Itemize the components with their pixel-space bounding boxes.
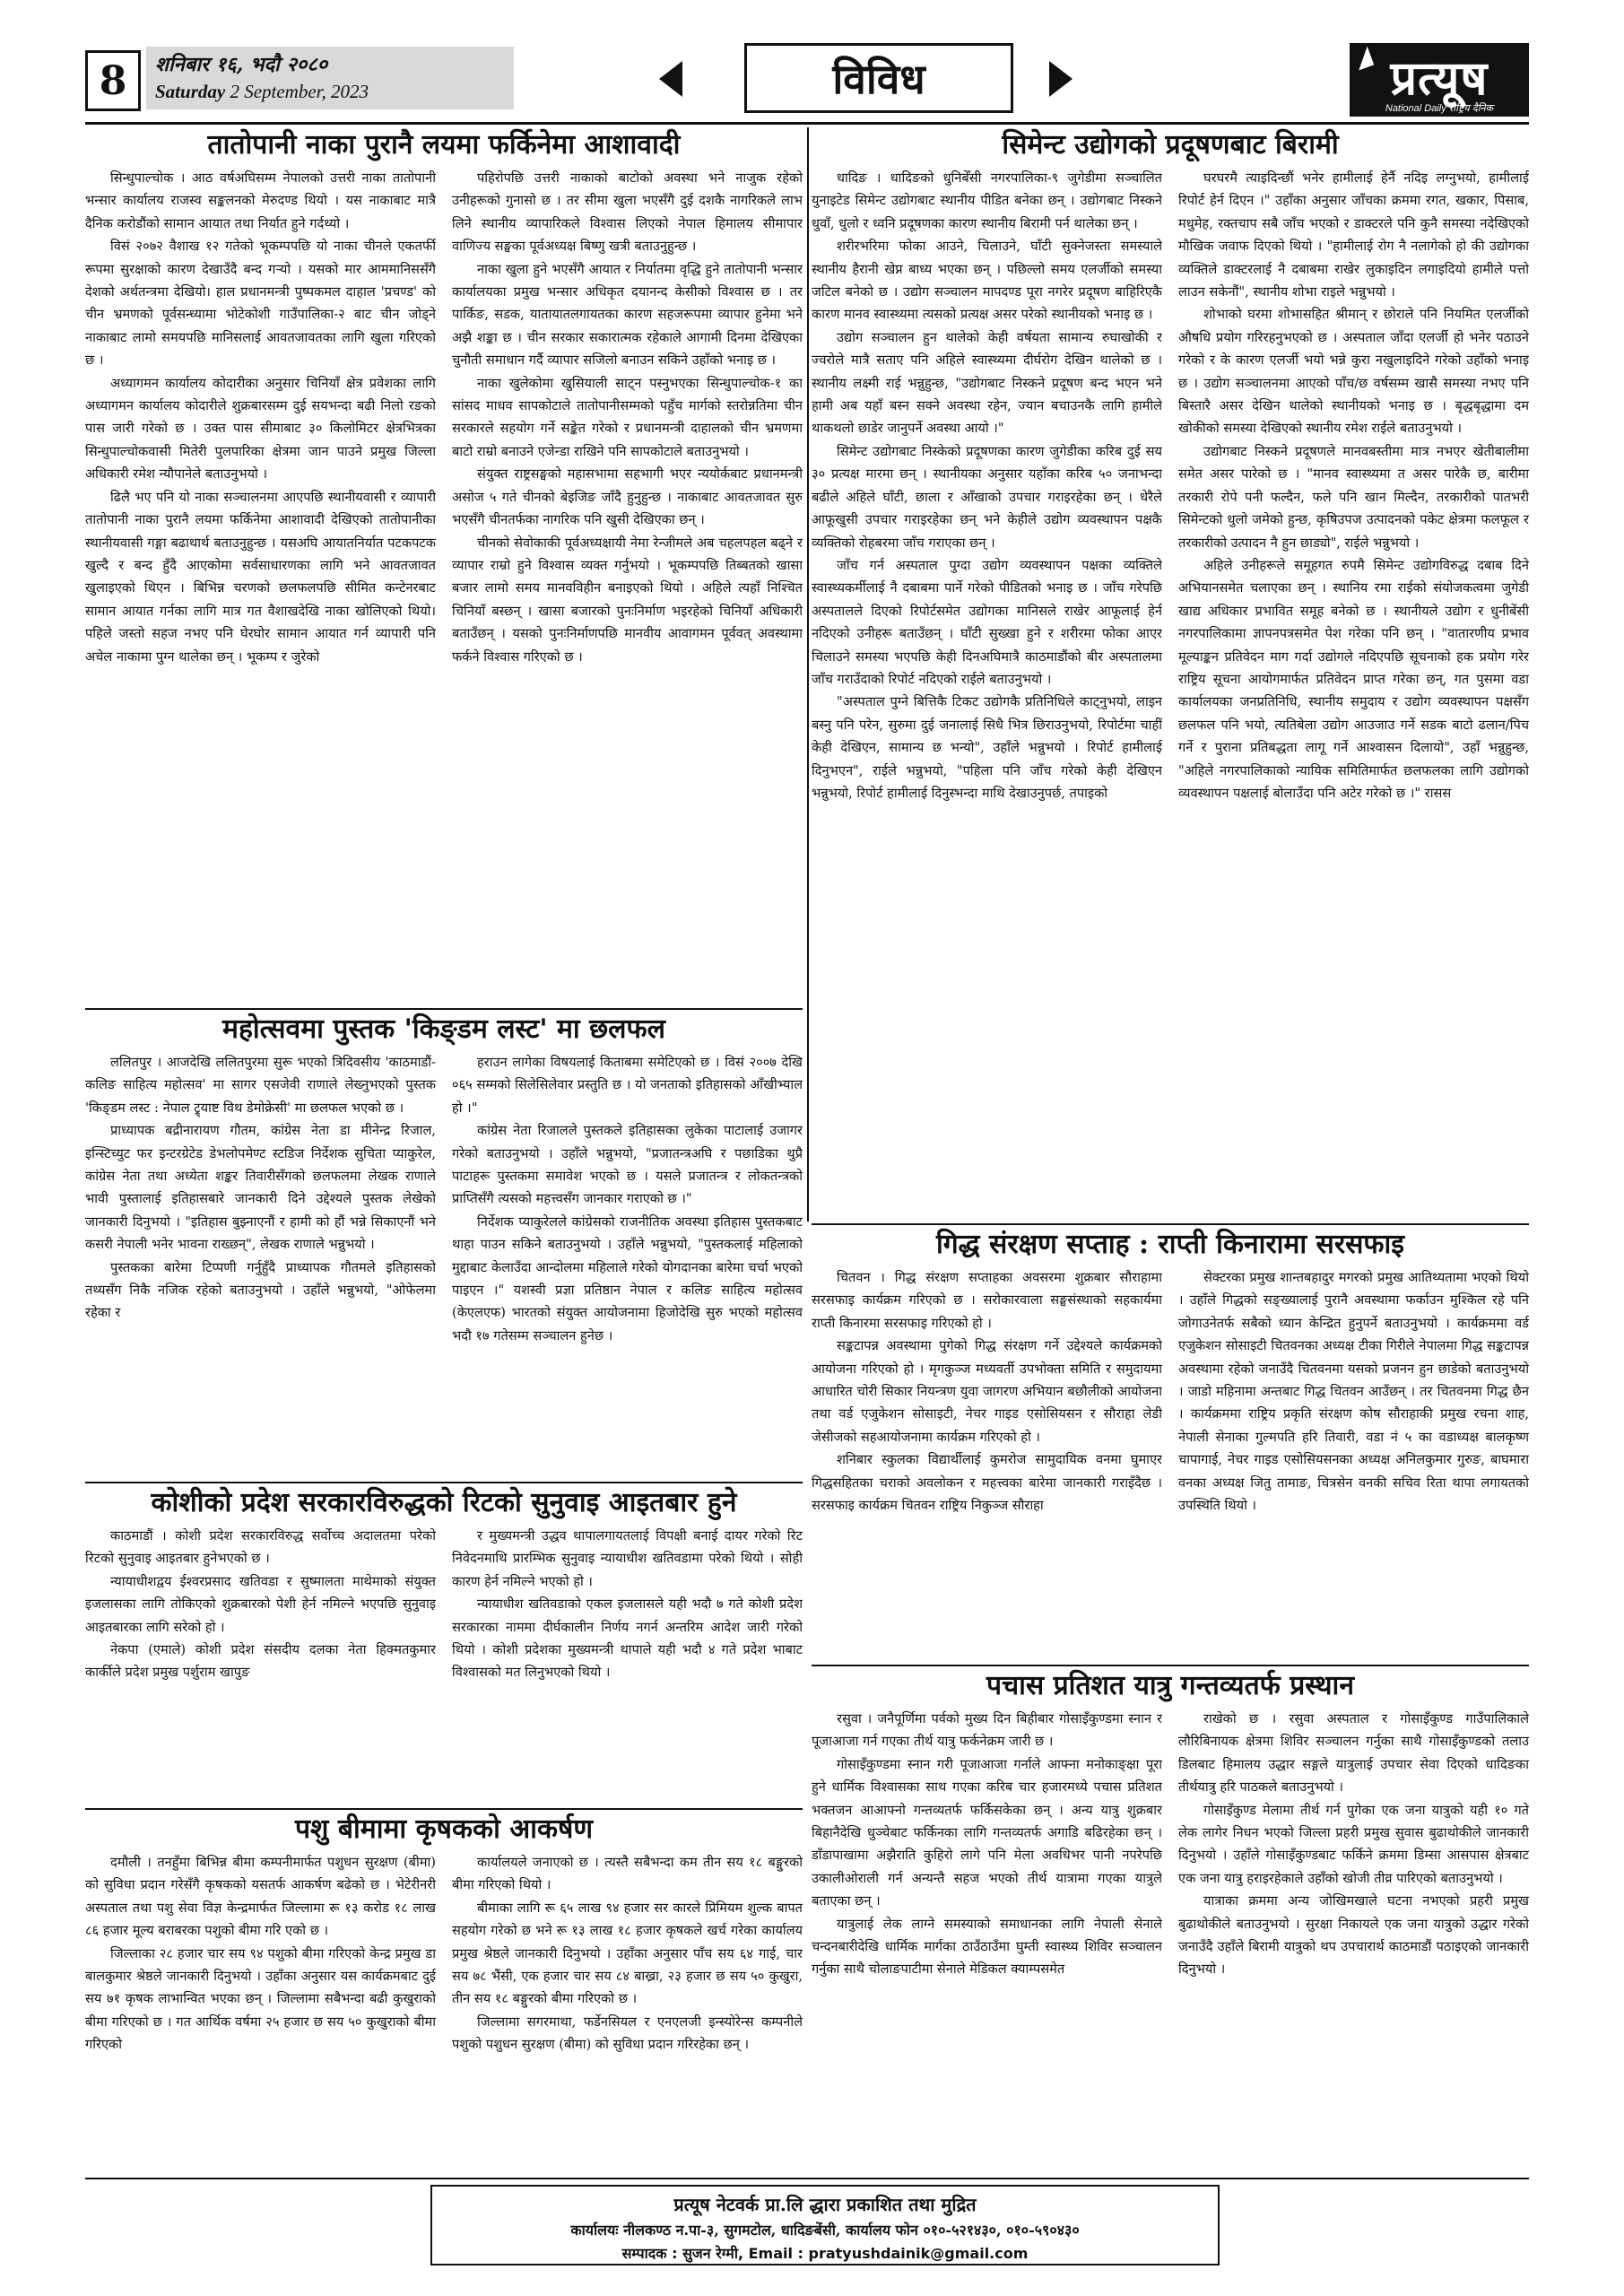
- article-paragraph: नाका खुलेकोमा खुसियाली साट्न पस्नुभएका सिन्धुपाल्चोक-१ का सांसद माधव सापकोटाले तातोपानीसम्मको पहुँच मार्गको स्तरोन्नतिमा चीन सरकारले सहयोग गर्ने सङ्केत गरेको र प्रधानमन्त्री दाहालको चीन भ्रमणमा बाटो राम्रो बनाउने एजेन्डा राखिने पनि सापकोटाले बताउनुभयो ।: [452, 375, 803, 459]
- article-paragraph: यात्रुलाई लेक लाग्ने समस्याको समाधानका लागि नेपाली सेनाले चन्दनबारीदेखि धार्मिक मार्गका ठाउँठाउँमा घुम्ती स्वास्थ्य शिविर सञ्चालन गर्नुका साथै चोलाङपाटीमा सेनाले मेडिकल क्याम्पसमेत: [812, 1916, 1162, 1978]
- article-column: [452, 1851, 803, 2170]
- article-paragraph: पुस्तकका बारेमा टिप्पणी गर्नुहुँदै प्राध्यापक गौतमले इतिहासको तथ्यसँग निकै नजिक रहेको बताउनुभयो । उहाँले भन्नुभयो, "ओफेलमा रहेका र: [85, 1259, 436, 1321]
- page-number: 8: [85, 50, 141, 111]
- date-nepali: शनिबार १६, भदौ २०८०: [155, 53, 328, 76]
- article-column: [452, 167, 803, 1001]
- article-paragraph: कांग्रेस नेता रिजालले पुस्तकले इतिहासका लुकेका पाटालाई उजागर गरेको बताउनुभयो । उहाँले भन्नुभयो, "प्रजातन्त्रअघि र पछाडिका थुप्रै पाटाहरू पुस्तकमा समावेश भएको छ । यसले प्रजातन्त्र र लोकतन्त्रको प्राप्तिसँगै त्यसको महत्त्वसँग जानकार गराएको छ ।": [452, 1123, 803, 1207]
- date-english-rest: 2 September, 2023: [230, 81, 369, 102]
- article-paragraph: अहिले उनीहरूले समूहगत रुपमै सिमेन्ट उद्योगविरुद्ध दबाब दिने अभियानसमेत चलाएका छन् । स्थानिय रमा राईको संयोजकत्वमा जुगेडी खाद्य अधिकार प्रभावित समूह बनेको छ । स्थानीयले उद्योग र धुनीबेंसी नगरपालिकामा ज्ञापनपत्रसमेत पेश गरेका पनि छन् । "वातारणीय प्रभाव मूल्याङ्कन प्रतिवेदन माग गर्दा उद्योगले नदिएपछि सूचनाको हक प्रयोग गरेर राष्ट्रिय सूचना आयोगमार्फत प्रतिवेदन प्राप्त गरेका छन्, गत पुसमा वडा कार्यालयका जनप्रतिनिधि, स्थानीय समुदाय र उद्योग व्यवस्थापन पक्षसँग छलफल पनि भयो, त्यतिबेला उद्योग आउजाउ गर्ने सडक बाटो ढलान/पिच गर्ने र पुराना प्रतिबद्धता लागू गर्ने आश्वासन दिलायो", उहाँ भन्नुहुन्छ, "अहिले नगरपालिकाको न्यायिक समितिमार्फत छलफलका लागि उद्योगको व्यवस्थापन पक्षलाई बोलाउँदा पनि अटेर गरेको छ ।" रासस: [1178, 557, 1529, 801]
- article-paragraph: नेकपा (एमाले) कोशी प्रदेश संसदीय दलका नेता हिक्मतकुमार कार्कीले प्रदेश प्रमुख पर्शुराम खापुङ: [85, 1642, 436, 1681]
- article-paragraph: जाँच गर्न अस्पताल पुग्दा उद्योग व्यवस्थापन पक्षका व्यक्तिले स्वास्थ्यकर्मीलाई नै दबाबमा पार्ने गरेको पीडितको भनाइ छ । जाँच गरेपछि अस्पतालले दिएको रिपोर्टसमेत उद्योगका मानिसले राखेर आफूलाई हेर्न नदिएको उनीहरू बताउँछन् । घाँटी सुख्खा हुने र शरीरमा फोका आएर चिलाउने समस्या भएपछि केही दिनअघिमात्रै काठमाडौंको बीर अस्पतालमा जाँच गराउँदाको रिपोर्ट नदिएको राईले बताउनुभयो ।: [812, 557, 1162, 687]
- article-column: [1178, 1266, 1529, 1657]
- headline: कोशीको प्रदेश सरकारविरुद्धको रिटको सुनुवाइ आइतबार हुने: [151, 1487, 737, 1518]
- article-paragraph: ललितपुर । आजदेखि ललितपुरमा सुरू भएको त्रिदिवसीय 'काठमाडौं-कलिङ साहित्य महोत्सव' मा सागर एसजेवी राणाले लेख्नुभएको पुस्तक 'किङ्डम लस्ट : नेपाल ट्र्याष्ट विथ डेमोक्रेसी' मा छलफल भएको छ ।: [85, 1055, 436, 1116]
- article-paragraph: चितवन । गिद्ध संरक्षण सप्ताहका अवसरमा शुक्रबार सौराहामा सरसफाइ कार्यक्रम गरिएको छ । सरोकारवाला सङ्घसंस्थाको सहकार्यमा राप्ती किनारमा सरसफाइ गरिएको हो ।: [812, 1270, 1162, 1331]
- article-paragraph: यात्राका क्रममा अन्य जोखिमखाले घटना नभएको प्रहरी प्रमुख बुढाथोकीले बताउनुभयो । सुरक्षा निकायले एक जना यात्रुको उद्धार गरेको जनाउँदै उहाँले बिरामी यात्रुको थप उपचारार्थ काठमाडौं पठाइएको जानकारी दिनुभयो ।: [1178, 1893, 1529, 1978]
- article-paragraph: सेक्टरका प्रमुख शान्तबहादुर मगरको प्रमुख आतिथ्यतामा भएको थियो । उहाँले गिद्धको सङ्ख्यालाई पुरानै अवस्थामा फर्काउन मुश्किल रहे पनि जोगाउनेतर्फ सबैको ध्यान केन्द्रित हुनुपर्ने बताउनुभयो । कार्यक्रममा वर्ड एजुकेशन सोसाइटी चितवनका अध्यक्ष टीका गिरीले नेपालमा गिद्ध सङ्कटापन्न अवस्थामा रहेको जनाउँदै चितवनमा यसको प्रजनन हुन छाडेको बताउनुभयो । जाडो महिनामा अन्तबाट गिद्ध चितवन आउँछन् । तर चितवनमा गिद्ध छैन । कार्यक्रममा राष्ट्रिय प्रकृति संरक्षण कोष सौराहाकी प्रमुख रचना शाह, नेपाली सेनाका गुल्मपति हरि तिवारी, वडा नं ५ का वडाध्यक्ष बालकृष्ण चापागाई, नेचर गाइड एसोसियसनका अध्यक्ष अनिलकुमार गुरुङ, बाघमारा वनका अध्यक्ष जितु तामाङ, चित्रसेन वनकी सचिव रिता थापा लगायतको उपस्थिति थियो ।: [1178, 1270, 1529, 1514]
- article-paragraph: घरघरमै त्याइदिन्छौं भनेर हामीलाई हेर्नै नदिइ लग्नुभयो, हामीलाई रिपोर्ट हेर्न दिएन ।" उहाँका अनुसार जाँचका क्रममा रगत, खकार, पिसाब, मधुमेह, रक्तचाप सबै जाँच भएको र डाक्टरले पनि कुनै समस्या नदेखिएको मौखिक जवाफ दिएको थियो । "हामीलाई रोग नै नलागेको हो की उद्योगका व्यक्तिले डाक्टरलाई नै दबाबमा राखेर लुकाइदिन लगाइदियो हामीले पत्तो लाउन सकेनौं", स्थानीय शोभा राइले भन्नुभयो ।: [1178, 170, 1529, 300]
- headline: महोत्सवमा पुस्तक 'किङ्डम लस्ट' मा छलफल: [222, 1013, 665, 1045]
- article-column: [85, 1525, 436, 1801]
- article-column: [452, 1051, 803, 1474]
- article-paragraph: सङ्कटापन्न अवस्थामा पुगेको गिद्ध संरक्षण गर्ने उद्देश्यले कार्यक्रमको आयोजना गरिएको हो । मृगकुञ्ज मध्यवर्ती उपभोक्ता समिति र समुदायमा आधारित चोरी सिकार नियन्त्रण युवा जागरण अभियान बछौलीको आयोजना तथा वर्ड एजुकेशन सोसाइटी, नेचर गाइड एसोसियसन र सौराहा लेडी जेसीजको सहआयोजनामा कार्यक्रम गरिएको हो ।: [812, 1338, 1162, 1445]
- office-address: कार्यालयः नीलकण्ठ न.पा-३, सुगमटोल, धादिङबेंसी, कार्यालय फोन ०१०-५२१४३०, ०१०-५९०४३०: [570, 2222, 1080, 2239]
- article-vulture: [812, 1227, 1529, 1661]
- article-column: [85, 1051, 436, 1474]
- article-paragraph: निर्देशक प्याकुरेलले कांग्रेसको राजनीतिक अवस्था इतिहास पुस्तकबाट थाहा पाउन सकिने बताउनुभयो । उहाँले भन्नुभयो, "पुस्तकलाई महिलाको मुद्दाबाट केलाउँदा आन्दोलमा महिलाले गरेको योगदानका बारेमा चर्चा भएको पाइएन ।" यशस्वी प्रज्ञा प्रतिष्ठान नेपाल र कलिङ साहित्य महोत्सव (केएलएफ) भारतको संयुक्त आयोजनामा हिजोदेखि सुरु भएको महोत्सव भदौ १७ गतेसम्म सञ्चालन हुनेछ ।: [452, 1213, 803, 1344]
- article-kingdom-lost: [85, 1012, 803, 1478]
- section-rule: [812, 1223, 1529, 1225]
- article-paragraph: अध्यागमन कार्यालय कोदारीका अनुसार चिनियाँ क्षेत्र प्रवेशका लागि अध्यागमन कार्यालय कोदारीले शुक्रबारसम्म दुई सयभन्दा बढी निलो रङको पास जारी गरेको छ । उक्त पास सीमाबाट ३० किलोमिटर क्षेत्रभित्रका सिन्धुपाल्चोकवासी मितेरी पुलपारिका क्षेत्रमा जान पाउने प्रमुख जिल्ला अधिकारी रमेश न्यौपानेले बताउनुभयो ।: [85, 375, 436, 483]
- article-paragraph: काठमाडौं । कोशी प्रदेश सरकारविरुद्ध सर्वोच्च अदालतमा परेको रिटको सुनुवाइ आइतबार हुनेभएको छ ।: [85, 1528, 436, 1567]
- article-paragraph: गोसाइँकुण्डमा स्नान गरी पूजाआजा गर्नाले आफ्ना मनोकाङ्क्षा पूरा हुने धार्मिक विश्वासका साथ गएका करिब चार हजारमध्ये पचास प्रतिशत भक्तजन आआफ्नो गन्तव्यतर्फ फर्किसकेका छन् । अन्य यात्रु शुक्रबार बिहानैदेखि धुञ्चेबाट फर्किनका लागि गन्तव्यतर्फ अगाडि बढिरहेका छन् । डाँडापाखामा अझैराति कुहिरो लागे पनि मेला अवधिभर पानी नपरेपछि उकालीओराली गर्न अन्यन्तै सहज भएको तीर्थ यात्रामा गएका यात्रुले बताएका छन् ।: [812, 1756, 1162, 1909]
- article-paragraph: शोभाको घरमा शोभासहित श्रीमान् र छोराले पनि नियमित एलर्जीको औषधि प्रयोग गरिरहनुभएको छ । अस्पताल जाँदा एलर्जी हो भनेर पठाउने गरेको र के कारण एलर्जी भयो भन्ने कुरा नखुलाइदिने गरेको उहाँको भनाइ छ । उद्योग सञ्चालनमा आएको पाँच/छ वर्षसम्म खासै समस्या नभए पनि बिस्तारै असर देखिन थालेको स्थानीयको भनाइ छ । बृद्धबृद्धामा दम खोकीको समस्या देखिएको स्थानीय रमेश राईले बताउनुभयो ।: [1178, 307, 1529, 437]
- article-paragraph: सिमेन्ट उद्योगबाट निस्केको प्रदूषणका कारण जुगेडीका करिब दुई सय ३० प्रत्यक्ष मारमा छन् । स्थानीयका अनुसार यहाँका करिब ५० जनाभन्दा बढीले अहिले घाँटी, छाला र आँखाको उपचार गराइरहेका छन् । धेरैले आफूखुसी उपचार गराइरहेका छन् भने केहीले उद्योग व्यवस्थापन पक्षकै व्यक्तिको रोहबरमा जाँच गराएका छन् ।: [812, 443, 1162, 551]
- editor-email: सम्पादक : सुजन रेग्मी, Email : pratyushdainik@gmail.com: [621, 2245, 1029, 2262]
- article-paragraph: धादिङ । धादिङको धुनिबेँसी नगरपालिका-९ जुगेडीमा सञ्चालित युनाइटेड सिमेन्ट उद्योगबाट स्थानीय पीडित बनेका छन् । उद्योगबाट निस्कने धुवाँ, धुलो र ध्वनि प्रदूषणका कारण स्थानीय बिरामी पर्न थालेका छन् ।: [812, 170, 1162, 231]
- article-paragraph: ढिलै भए पनि यो नाका सञ्चालनमा आएपछि स्थानीयवासी र व्यापारी तातोपानी नाका पुरानै लयमा फर्किनेमा आशावादी देखिएको तातोपानीका स्थानीयवासी गङ्गा बढाथार्थ बताउनुहुन्छ । यसअघि आयातनिर्यात पटकपटक खुल्दै र बन्द हुँदै आएकोमा सर्वसाधारणका लागि भने आवतजावत खुलाइएको थिएन । बिभिन्न चरणको छलफलपछि सीमित कन्टेनरबाट सामान आयात गर्नका लागि मात्र गत वैशाखदेखि नाका खोलिएको थियो। पहिले जस्तो सहज नभए पनि घेरघोर सामान आयात गर्न व्यापारी पनि अचेल नाकामा पुग्न थालेका छन् । भूकम्प र जुरेको: [85, 489, 436, 665]
- article-column: [1178, 167, 1529, 1214]
- logo-tagline: National Daily राष्ट्रिय दैनिक: [1385, 103, 1494, 114]
- article-cement: [812, 127, 1529, 1218]
- article-paragraph: हराउन लागेका विषयलाई किताबमा समेटिएको छ । विसं २००७ देखि ०६५ सम्मको सिलेसिलेवार प्रस्तुति छ । यो जनताको इतिहासको आँखीभ्याल हो ।": [452, 1055, 803, 1116]
- newspaper-logo: [1350, 43, 1529, 117]
- article-paragraph: चीनको सेवोकाकी पूर्वअध्यक्षायी नेमा रेन्जीमले अब चहलपहल बढ्ने र व्यापार राम्रो हुने विश्वास व्यक्त गर्नुभयो । भूकम्पपछि तिब्बतको खासा बजार लामो समय मानवविहीन बनाइएको थियो । अहिले त्यहाँ निश्चित चिनियाँ बस्छन् । खासा बजारको पुनःनिर्माण भइरहेको चिनियाँ अधिकारी बताउँछन् । यसको पुनःनिर्माणपछि मानवीय आवागमन पूर्ववत् अवस्थामा फर्कने विश्वास गरिएको छ ।: [452, 535, 803, 665]
- headline: तातोपानी नाका पुरानै लयमा फर्किनेमा आशावादी: [207, 129, 681, 161]
- article-paragraph: शनिबार स्कुलका विद्यार्थीलाई कुमरोज सामुदायिक वनमा घुमाएर गिद्धसहितका चराको अवलोकन र महत्त्वका बारेमा जानकारी गराइँदैछ । सरसफाइ कार्यक्रम चितवन राष्ट्रिय निकुञ्ज सौराहा: [812, 1452, 1162, 1514]
- article-column: [1178, 1708, 1529, 2167]
- article-paragraph: पहिरोपछि उत्तरी नाकाको बाटोको अवस्था भने नाजुक रहेको उनीहरूको गुनासो छ । तर सीमा खुला भएसँगै दुई दशकै नागरिकले लाभ लिने स्थानीय व्यापारिकले विश्वास लिएको नेपाल हिमालय सीमापार वाणिज्य सङ्घका पूर्वअध्यक्ष बिष्णु खत्री बताउनुहुन्छ ।: [452, 170, 803, 255]
- article-paragraph: न्यायाधीश खतिवडाको एकल इजलासले यही भदौ ७ गते कोशी प्रदेश सरकारका नाममा दीर्घकालीन निर्णय नगर्न अन्तरिम आदेश जारी गरेको थियो । कोशी प्रदेशका मुख्यमन्त्री थापाले यही भदौ ४ गते प्रदेश भाबाट विश्वासको मत लिनुभएको थियो ।: [452, 1596, 803, 1681]
- article-paragraph: प्राध्यापक बद्रीनारायण गौतम, कांग्रेस नेता डा मीनेन्द्र रिजाल, इन्स्टिच्युट फर इन्टरग्रेटेड डेभलोपमेण्ट स्टडिज निर्देशक सुचिता प्याकुरेल, कांग्रेस नेता तथा अध्येता शङ्कर तिवारीसँगको छलफलमा लेखक राणाले भावी पुस्तालाई इतिहासबारे जानकारी दिने उद्देश्यले पुस्तक लेखेको जानकारी दिनुभयो । "इतिहास बुझ्नाएनौं र हामी को हौं भन्ने सिकाएनौं भने कसरी नेपाली भनेर भावना राख्छन्", लेखक राणाले भन्नुभयो ।: [85, 1123, 436, 1253]
- article-paragraph: गोसाइँकुण्ड मेलामा तीर्थ गर्न पुगेका एक जना यात्रुको यही १० गते लेक लागेर निधन भएको जिल्ला प्रहरी प्रमुख सुवास बुढाथोकीले जानकारी दिनुभयो । उहाँले गोसाइँकुण्डबाट फर्किने क्रममा डिम्सा आसपास क्षेत्रबाट एक जना यात्रु हराइरहेकाले उहाँको खोजी तीव्र पारिएको बताउनुभयो ।: [1178, 1802, 1529, 1886]
- date-box: [146, 47, 514, 109]
- article-koshi: [85, 1485, 803, 1805]
- article-paragraph: विसं २०७२ वैशाख १२ गतेको भूकम्पपछि यो नाका चीनले एकतर्फी रूपमा सुरक्षाको कारण देखाउँदै बन्द गऱ्यो । यसको मार आममानिससँगै देशको अर्थतन्त्रमा देखियो। हाल प्रधानमन्त्री पुष्पकमल दाहाल 'प्रचण्ड' को चीन भ्रमणको पूर्वसन्ध्यामा भोटेकोशी गाउँपालिका-२ बाट चीन जोड्ने नाकाबाट लामो समयपछि मानिसलाई आवतजावतका लागि खुला गरिएको छ ।: [85, 239, 436, 369]
- section-rule: [812, 1665, 1529, 1666]
- section-rule: [85, 1482, 803, 1483]
- headline: पचास प्रतिशत यात्रु गन्तव्यतर्फ प्रस्थान: [986, 1670, 1354, 1701]
- article-pilgrimage: [812, 1668, 1529, 2170]
- publisher-line: प्रत्यूष नेटवर्क प्रा.लि द्धारा प्रकाशित तथा मुद्रित: [673, 2194, 977, 2215]
- section-rule: [85, 1008, 803, 1010]
- article-column: [812, 1708, 1162, 2167]
- article-paragraph: सिन्धुपाल्चोक । आठ वर्षअघिसम्म नेपालको उत्तरी नाका तातोपानी भन्सार कार्यालय राजस्व सङ्कलनको मेरुदण्ड थियो । यस नाकाबाट मात्रै दैनिक करोडौंको सामान आयात तथा निर्यात हुने गर्दथ्यो ।: [85, 170, 436, 231]
- date-english-day: Saturday: [155, 81, 226, 102]
- article-paragraph: नाका खुला हुने भएसँगै आयात र निर्यातमा वृद्धि हुने तातोपानी भन्सार कार्यालयका प्रमुख भन्सार अधिकृत दयानन्द केसीको विश्वास छ । तर पार्किङ, सडक, यातायातलगायतका कारण सहजरूपमा व्यापार हुनेमा भने अझै शङ्का छ । चीन सरकार सकारात्मक रहेकाले आगामी दिनमा देखिएका चुनौती समाधान गर्दै व्यापार सजिलो बनाउन सकिने उहाँको भनाइ छ ।: [452, 261, 803, 369]
- article-paragraph: उद्योगबाट निस्कने प्रदूषणले मानवबस्तीमा मात्र नभएर खेतीबालीमा समेत असर पारेको छ । "मानव स्वास्थ्यमा त असर पारेकै छ, बारीमा तरकारी रोपे पनी फल्दैन, फले पनि खान मिल्दैन, तरकारीको पातभरी सिमेन्टको धुलो जमेको हुन्छ, कृषिउपज उत्पादनको पकेट क्षेत्रमा फलफूल र तरकारीको उत्पादन नै हुन छाड्यो", राईले भन्नुभयो ।: [1178, 443, 1529, 551]
- masthead-rule: [85, 122, 1529, 125]
- publisher-footer: [430, 2185, 1220, 2266]
- article-paragraph: राखेको छ । रसुवा अस्पताल र गोसाइँकुण्ड गाउँपालिकाले लौरिबिनायक क्षेत्रमा शिविर सञ्चालन गर्नुका साथै गोसाइँकुण्डको तलाउ डिलबाट हिमालय उद्धार सङ्गले यात्रुलाई उपचार सेवा दिएको धादिङका तीर्थयात्रु हरि पाठकले बताउनुभयो ।: [1178, 1711, 1529, 1796]
- article-paragraph: कार्यालयले जनाएको छ । त्यस्तै सबैभन्दा कम तीन सय १८ बङ्गुरको बीमा गरिएको थियो ।: [452, 1855, 803, 1893]
- section-rule: [85, 1808, 803, 1810]
- masthead: [85, 43, 1529, 119]
- article-paragraph: दमौली । तनहुँमा बिभिन्न बीमा कम्पनीमार्फत पशुधन सुरक्षण (बीमा) को सुविधा प्रदान गरेसँगै कृषकको यसतर्फ आकर्षण बढेको छ । भेटेरीनरी अस्पताल तथा पशु सेवा विज्ञ केन्द्रमार्फत जिल्लामा रू १३ करोड १८ लाख ८६ हजार मूल्य बराबरका पशुको बीमा गरि एको छ ।: [85, 1855, 436, 1939]
- logo-text: प्रत्यूष: [1390, 51, 1489, 106]
- footer-rule: [85, 2178, 1529, 2179]
- date-english: [155, 81, 505, 103]
- headline: सिमेन्ट उद्योगको प्रदूषणबाट बिरामी: [1002, 129, 1339, 161]
- article-tatopani: [85, 127, 803, 1004]
- article-column: [452, 1525, 803, 1801]
- headline: गिद्ध संरक्षण सप्ताह : राप्ती किनारामा सरसफाइ: [935, 1229, 1405, 1260]
- article-paragraph: रसुवा । जनैपूर्णिमा पर्वको मुख्य दिन बिहीबार गोसाइँकुण्डमा स्नान र पूजाआजा गर्न गएका तीर्थ यात्रु फर्कनेक्रम जारी छ ।: [812, 1711, 1162, 1750]
- right-arrow-icon: [1049, 61, 1073, 97]
- headline: पशु बीमामा कृषकको आकर्षण: [294, 1813, 594, 1845]
- column-divider: [807, 127, 809, 1222]
- article-paragraph: बीमाका लागि रू ६५ लाख ९४ हजार सर कारले प्रिमियम शुल्क बापत सहयोग गरेको छ भने रू १३ लाख १८ हजार कृषकले खर्च गरेका कार्यालय प्रमुख श्रेष्ठले जानकारी दिनुभयो । उहाँका अनुसार पाँच सय ६४ गाई, चार सय ७८ भैंसी, एक हजार चार सय ८४ बाख्रा, २३ हजार छ सय ५० कुखुरा, तीन सय १८ बङ्गुरको बीमा गरिएको छ ।: [452, 1900, 803, 2007]
- article-column: [85, 1851, 436, 2170]
- article-paragraph: जिल्लाका २८ हजार चार सय ९४ पशुको बीमा गरिएको केन्द्र प्रमुख डा बालकुमार श्रेष्ठले जानकारी दिनुभयो । उहाँका अनुसार यस कार्यक्रमबाट दुई सय ७१ कृषक लाभान्वित भएका छन् । जिल्लामा सबैभन्दा बढी कुखुराको बीमा गरिएको छ । गत आर्थिक वर्षमा २५ हजार छ सय ५० कुखुराको बीमा गरिएको: [85, 1945, 436, 2053]
- article-column: [812, 1266, 1162, 1657]
- article-paragraph: संयुक्त राष्ट्रसङ्घको महासभामा सहभागी भएर न्ययोर्कबाट प्रधानमन्त्री असोज ५ गते चीनको बेइजिङ जाँदै हुनुहुन्छ । नाकाबाट आवतजावत सुरु भएसँगै चीनतर्फका नागरिक पनि खुसी देखिएका छन् ।: [452, 466, 803, 528]
- article-column: [85, 167, 436, 1001]
- section-title: विविध: [744, 43, 1013, 113]
- article-paragraph: शरीरभरिमा फोका आउने, चिलाउने, घाँटी सुक्नेजस्ता समस्याले स्थानीय हैरानी खेप्न बाध्य भएका छन् । पछिल्लो समय एलर्जीको समस्या जटिल बनेको छ । उद्योग सञ्चालन मापदण्ड पूरा नगरेर प्रदूषण बाहिरिएकै कारण मानव स्वास्थ्यमा त्यसको प्रत्यक्ष असर परेको स्थानीयको भनाइ छ ।: [812, 239, 1162, 323]
- article-paragraph: जिल्लामा सगरमाथा, फर्डेनसियल र एनएलजी इन्स्योरेन्स कम्पनीले पशुको पशुधन सुरक्षण (बीमा) को सुविधा प्रदान गरिरहेका छन् ।: [452, 2013, 803, 2053]
- article-paragraph: न्यायाधीशद्वय ईश्वरप्रसाद खतिवडा र सुष्मालता माथेमाको संयुक्त इजलासका लागि तोकिएको शुक्रबारको पेशी हेर्न नमिल्ने भएपछि सुनुवाइ आइतबारका लागि सरेको हो ।: [85, 1573, 436, 1635]
- left-arrow-icon: [659, 61, 682, 97]
- article-paragraph: उद्योग सञ्चालन हुन थालेको केही वर्षयता सामान्य रुघाखोकी र ज्वरोले मात्रै सताए पनि अहिले स्वास्थ्यमा दीर्घरोग देखिन थालेको छ । स्थानीय लक्ष्मी राई भन्नुहुन्छ, "उद्योगबाट निस्कने प्रदूषण बन्द भएन भने हामी अब यहाँ बस्न सक्ने अवस्था रहेन, ज्यान बचाउनकै लागि हामीले थाकथलो छाडेर जानुपर्ने अवस्था आयो ।": [812, 329, 1162, 437]
- article-paragraph: र मुख्यमन्त्री उद्धव थापालगायतलाई विपक्षी बनाई दायर गरेको रिट निवेदनमाथि प्रारम्भिक सुनुवाइ न्यायाधीश खतिवडामा परेको थियो । सोही कारण हेर्न नमिल्ने भएको हो ।: [452, 1528, 803, 1589]
- article-paragraph: "अस्पताल पुग्ने बित्तिकै टिकट उद्योगकै प्रतिनिधिले काट्नुभयो, लाइन बस्नु पनि परेन, सुरुमा दुई जनालाई सिधै भित्र छिराउनुभयो, रिपोर्टमा चाहीं केही देखिएन, सामान्य छ भन्यो", उहाँले भन्नुभयो । रिपोर्ट हामीलाई दिनुभएन", राईले भन्नुभयो, "पहिला पनि जाँच गरेको केही देखिएन भन्नुभयो, रिपोर्ट हामीलाई दिनुस्भन्दा माथि देखाउनुपर्छ, तपाइको: [812, 694, 1162, 801]
- article-livestock: [85, 1812, 803, 2174]
- article-column: [812, 167, 1162, 1214]
